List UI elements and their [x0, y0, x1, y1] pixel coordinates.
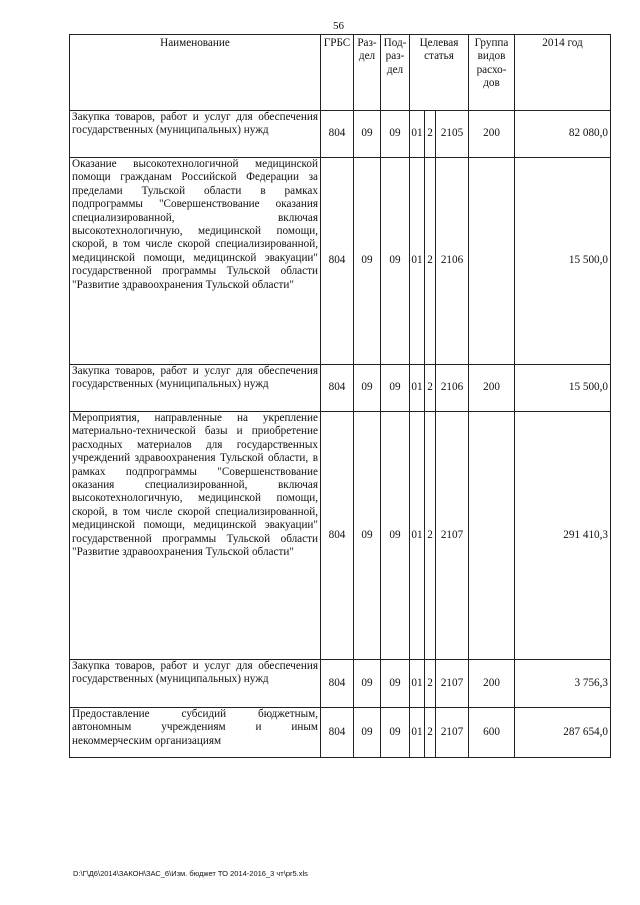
- table-row: [70, 708, 611, 758]
- row-grbs: 804: [321, 412, 354, 660]
- row-name: Закупка товаров, работ и услуг для обеспечения государственных (муниципальных) нужд: [70, 111, 321, 158]
- table-row: [70, 111, 611, 158]
- row-target-program: 01: [410, 158, 425, 365]
- table-header: [70, 35, 611, 111]
- header-grbs: ГРБС: [321, 35, 354, 111]
- row-target-code: 2106: [436, 365, 469, 412]
- row-grbs: 804: [321, 111, 354, 158]
- row-name: Предоставление субсидий бюджетным, автономным учреждениям и иным некоммерческим организациям: [70, 708, 321, 758]
- row-razdel: 09: [354, 660, 381, 708]
- row-grbs: 804: [321, 365, 354, 412]
- row-podrazdel: 09: [381, 365, 410, 412]
- row-expense-group: 200: [469, 111, 515, 158]
- row-podrazdel: 09: [381, 111, 410, 158]
- row-target-subprogram: 2: [425, 111, 436, 158]
- row-podrazdel: 09: [381, 708, 410, 758]
- row-target-code: 2107: [436, 412, 469, 660]
- row-razdel: 09: [354, 158, 381, 365]
- row-target-subprogram: 2: [425, 708, 436, 758]
- header-podrazdel: Под- раз- дел: [381, 35, 410, 111]
- row-target-program: 01: [410, 412, 425, 660]
- row-podrazdel: 09: [381, 412, 410, 660]
- row-target-code: 2105: [436, 111, 469, 158]
- row-grbs: 804: [321, 158, 354, 365]
- row-target-program: 01: [410, 660, 425, 708]
- header-name: Наименование: [70, 35, 321, 111]
- row-target-subprogram: 2: [425, 158, 436, 365]
- row-expense-group: [469, 412, 515, 660]
- row-expense-group: [469, 158, 515, 365]
- row-target-program: 01: [410, 365, 425, 412]
- row-target-program: 01: [410, 708, 425, 758]
- row-grbs: 804: [321, 660, 354, 708]
- row-amount: 15 500,0: [515, 158, 611, 365]
- row-target-subprogram: 2: [425, 412, 436, 660]
- row-podrazdel: 09: [381, 158, 410, 365]
- row-target-subprogram: 2: [425, 660, 436, 708]
- row-amount: 291 410,3: [515, 412, 611, 660]
- header-razdel: Раз- дел: [354, 35, 381, 111]
- budget-table: [69, 34, 611, 758]
- row-expense-group: 200: [469, 365, 515, 412]
- table-row: [70, 365, 611, 412]
- header-year: 2014 год: [515, 35, 611, 111]
- row-target-program: 01: [410, 111, 425, 158]
- row-target-code: 2107: [436, 708, 469, 758]
- row-razdel: 09: [354, 111, 381, 158]
- header-group: Группа видов расхо- дов: [469, 35, 515, 111]
- row-expense-group: 200: [469, 660, 515, 708]
- file-path-footer: D:\Г\Д6\2014\ЗАКОН\ЗАС_6\Изм. бюджет ТО 2014-2016_3 чт\pr5.xls: [73, 869, 308, 878]
- table-row: [70, 412, 611, 660]
- row-razdel: 09: [354, 412, 381, 660]
- page-number: 56: [333, 20, 344, 32]
- row-amount: 3 756,3: [515, 660, 611, 708]
- row-razdel: 09: [354, 708, 381, 758]
- row-name: Мероприятия, направленные на укрепление материально-технической базы и приобретение расходных материалов для государственных учреждений здравоохранения Тульской области, в рамках подпрограммы "Совершенствование оказания специализированной, включая высокотехнологичную, медицинской помощи, скорой, в том числе скорой специализированной, медицинской помощи, медицинской эвакуации" государственной программы Тульской области "Развитие здравоохранения Тульской области": [70, 412, 321, 660]
- row-name: Закупка товаров, работ и услуг для обеспечения государственных (муниципальных) нужд: [70, 660, 321, 708]
- row-target-code: 2107: [436, 660, 469, 708]
- row-target-subprogram: 2: [425, 365, 436, 412]
- row-amount: 287 654,0: [515, 708, 611, 758]
- row-grbs: 804: [321, 708, 354, 758]
- table-row: [70, 158, 611, 365]
- row-name: Оказание высокотехнологичной медицинской помощи гражданам Российской Федерации за пределами Тульской области в рамках подпрограммы "Совершенствование оказания специализированной, включая высокотехнологичную, медицинской помощи, скорой, в том числе скорой специализированной, медицинской помощи, медицинской эвакуации" государственной программы Тульской области "Развитие здравоохранения Тульской области": [70, 158, 321, 365]
- row-podrazdel: 09: [381, 660, 410, 708]
- row-amount: 82 080,0: [515, 111, 611, 158]
- row-target-code: 2106: [436, 158, 469, 365]
- table-row: [70, 660, 611, 708]
- row-amount: 15 500,0: [515, 365, 611, 412]
- row-name: Закупка товаров, работ и услуг для обеспечения государственных (муниципальных) нужд: [70, 365, 321, 412]
- table-body: [70, 111, 611, 758]
- row-expense-group: 600: [469, 708, 515, 758]
- row-razdel: 09: [354, 365, 381, 412]
- header-target: Целевая статья: [410, 35, 469, 111]
